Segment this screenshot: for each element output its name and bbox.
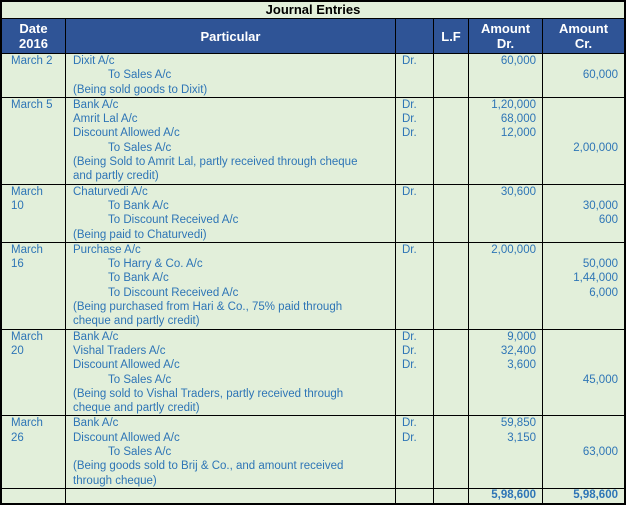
header-date-line2: 2016 [19,36,48,51]
dr-marker-cell: Dr. [396,330,434,344]
amount-cr-cell [543,344,624,358]
dr-marker-cell [396,286,434,300]
header-lf [434,19,469,53]
amount-dr-cell [469,445,543,459]
particular-cell: (Being sold goods to Dixit) [66,83,396,97]
date-cell: March 2 [2,54,66,68]
amount-cr-cell [543,243,624,257]
amount-cr-cell [543,112,624,126]
date-cell: March [2,185,66,199]
particular-cell: To Harry & Co. A/c [66,257,396,271]
entry-line-row [2,286,624,300]
amount-dr-cell [469,169,543,183]
particular-cell: To Sales A/c [66,373,396,387]
date-cell: 16 [2,257,66,271]
entries [2,54,624,489]
entry-line-row [2,314,624,328]
amount-cr-cell: 60,000 [582,69,618,82]
dr-marker-cell: Dr. [396,54,434,68]
dr-marker-cell [396,314,434,328]
amount-dr-cell: 12,000 [469,126,543,140]
particular-cell: (Being purchased from Hari & Co., 75% paid through [66,300,396,314]
amount-cr-cell [543,416,624,430]
total-row [2,489,624,503]
particular-cell: To Sales A/c [66,141,396,155]
particular-cell: To Sales A/c [66,68,396,82]
total-dr-marker-cell [396,489,434,503]
lf-cell [434,416,469,430]
amount-dr-cell [469,459,543,473]
amount-dr-cell [469,155,543,169]
date-cell [2,286,66,300]
particular-cell: through cheque) [66,474,396,488]
dr-marker-cell [396,83,434,97]
journal-entry [2,416,624,488]
header-amount-cr [543,19,624,53]
particular-cell: Vishal Traders A/c [66,344,396,358]
lf-cell [434,83,469,97]
date-cell: March [2,243,66,257]
dr-marker-cell [396,474,434,488]
date-cell [2,373,66,387]
journal-entry [2,185,624,243]
dr-marker-cell [396,445,434,459]
entry-line-row [2,213,624,227]
amount-cr-cell: 45,000 [582,373,618,386]
entry-line-row [2,358,624,372]
amount-cr-cell: 600 [598,214,618,227]
particular-cell: (Being goods sold to Brij & Co., and amount received [66,459,396,473]
lf-cell [434,330,469,344]
entry-line-row [2,98,624,112]
lf-cell [434,344,469,358]
particular-cell: Discount Allowed A/c [66,358,396,372]
table-title: Journal Entries [2,2,624,19]
amount-dr-cell [469,401,543,415]
header-amount-dr-line2: Dr. [496,36,515,51]
particular-cell: Bank A/c [66,98,396,112]
lf-cell [434,445,469,459]
amount-dr-cell: 9,000 [469,330,543,344]
amount-cr-cell [543,300,624,314]
journal-entry [2,54,624,98]
amount-dr-cell: 3,150 [469,431,543,445]
date-cell [2,155,66,169]
lf-cell [434,459,469,473]
particular-cell: Bank A/c [66,416,396,430]
total-amount-cr: 5,98,600 [573,488,618,501]
entry-line-row [2,387,624,401]
amount-dr-cell [469,271,543,285]
amount-dr-cell [469,314,543,328]
amount-cr-cell [543,169,624,183]
lf-cell [434,373,469,387]
lf-cell [434,213,469,227]
particular-cell: Bank A/c [66,330,396,344]
particular-cell: (Being Sold to Amrit Lal, partly received through cheque [66,155,396,169]
entry-line-row [2,141,624,155]
lf-cell [434,54,469,68]
lf-cell [434,98,469,112]
amount-dr-cell [469,300,543,314]
lf-cell [434,199,469,213]
particular-cell: To Bank A/c [66,199,396,213]
lf-cell [434,126,469,140]
amount-cr-cell [543,474,624,488]
dr-marker-cell: Dr. [396,98,434,112]
dr-marker-cell [396,401,434,415]
date-cell [2,314,66,328]
date-cell: 26 [2,431,66,445]
lf-cell [434,243,469,257]
amount-cr-cell [543,387,624,401]
header-amount-dr-line1: Amount [480,21,531,36]
date-cell [2,271,66,285]
total-date-cell [2,489,66,503]
entry-line-row [2,344,624,358]
entry-line-row [2,68,624,82]
lf-cell [434,300,469,314]
header-date [2,19,66,53]
header-particular [66,19,396,53]
dr-marker-cell [396,199,434,213]
amount-cr-cell: 63,000 [582,446,618,459]
amount-cr-cell [543,314,624,328]
entry-line-row [2,228,624,242]
amount-dr-cell: 1,20,000 [469,98,543,112]
date-cell [2,83,66,97]
lf-cell [434,401,469,415]
entry-line-row [2,474,624,488]
header-amount-cr-line1: Amount [558,21,609,36]
amount-cr-cell [543,330,624,344]
dr-marker-cell [396,68,434,82]
entry-line-row [2,271,624,285]
entry-line-row [2,445,624,459]
date-cell [2,141,66,155]
lf-cell [434,271,469,285]
particular-cell: and partly credit) [66,169,396,183]
header-date-line1: Date [19,21,48,36]
lf-cell [434,155,469,169]
dr-marker-cell [396,271,434,285]
entry-line-row [2,169,624,183]
particular-cell: Discount Allowed A/c [66,126,396,140]
amount-dr-cell: 32,400 [469,344,543,358]
amount-dr-cell [469,286,543,300]
dr-marker-cell [396,373,434,387]
amount-dr-cell [469,199,543,213]
journal-entry [2,330,624,417]
date-cell: 10 [2,199,66,213]
entry-line-row [2,431,624,445]
particular-cell: To Discount Received A/c [66,213,396,227]
entry-line-row [2,199,624,213]
lf-cell [434,169,469,183]
dr-marker-cell: Dr. [396,126,434,140]
header-particular-label: Particular [200,28,261,44]
dr-marker-cell [396,169,434,183]
particular-cell: Purchase A/c [66,243,396,257]
particular-cell: cheque and partly credit) [66,314,396,328]
amount-cr-cell: 2,00,000 [573,141,618,154]
amount-dr-cell [469,373,543,387]
entry-line-row [2,257,624,271]
particular-cell: Dixit A/c [66,54,396,68]
amount-dr-cell [469,257,543,271]
lf-cell [434,257,469,271]
lf-cell [434,228,469,242]
amount-cr-cell [543,126,624,140]
amount-cr-cell [543,358,624,372]
amount-cr-cell [543,83,624,97]
dr-marker-cell [396,155,434,169]
date-cell: March [2,416,66,430]
amount-dr-cell: 60,000 [469,54,543,68]
amount-dr-cell: 59,850 [469,416,543,430]
entry-line-row [2,401,624,415]
entry-line-row [2,54,624,68]
amount-cr-cell [543,431,624,445]
entry-line-row [2,300,624,314]
lf-cell [434,387,469,401]
lf-cell [434,286,469,300]
header-amount-dr [469,19,543,53]
date-cell [2,112,66,126]
date-cell [2,126,66,140]
lf-cell [434,314,469,328]
amount-dr-cell [469,474,543,488]
amount-cr-cell [543,155,624,169]
date-cell: 20 [2,344,66,358]
header-blank [396,19,434,53]
dr-marker-cell: Dr. [396,431,434,445]
dr-marker-cell [396,257,434,271]
dr-marker-cell: Dr. [396,185,434,199]
total-lf-cell [434,489,469,503]
dr-marker-cell: Dr. [396,358,434,372]
entry-line-row [2,126,624,140]
particular-cell: To Bank A/c [66,271,396,285]
lf-cell [434,68,469,82]
total-amount-dr: 5,98,600 [469,489,543,503]
particular-cell: Discount Allowed A/c [66,431,396,445]
amount-cr-cell: 6,000 [589,286,618,299]
amount-dr-cell [469,387,543,401]
amount-cr-cell: 50,000 [582,258,618,271]
amount-cr-cell: 1,44,000 [573,272,618,285]
entry-line-row [2,243,624,257]
dr-marker-cell [396,213,434,227]
lf-cell [434,112,469,126]
dr-marker-cell: Dr. [396,416,434,430]
amount-dr-cell [469,141,543,155]
date-cell [2,68,66,82]
date-cell [2,445,66,459]
total-particular-cell [66,489,396,503]
dr-marker-cell [396,300,434,314]
particular-cell: To Discount Received A/c [66,286,396,300]
dr-marker-cell: Dr. [396,344,434,358]
dr-marker-cell [396,387,434,401]
amount-cr-cell [543,54,624,68]
header-amount-cr-line2: Cr. [574,36,593,51]
date-cell [2,213,66,227]
dr-marker-cell: Dr. [396,112,434,126]
lf-cell [434,431,469,445]
entry-line-row [2,83,624,97]
lf-cell [434,185,469,199]
journal-entry [2,243,624,330]
amount-dr-cell: 68,000 [469,112,543,126]
journal-entry [2,98,624,185]
entry-line-row [2,185,624,199]
date-cell [2,300,66,314]
date-cell [2,387,66,401]
dr-marker-cell [396,141,434,155]
entry-line-row [2,330,624,344]
particular-cell: Chaturvedi A/c [66,185,396,199]
date-cell [2,228,66,242]
date-cell: March [2,330,66,344]
date-cell [2,459,66,473]
header-lf-label: L.F [441,28,461,44]
amount-dr-cell: 30,600 [469,185,543,199]
entry-line-row [2,112,624,126]
date-cell [2,358,66,372]
date-cell [2,401,66,415]
particular-cell: cheque and partly credit) [66,401,396,415]
lf-cell [434,141,469,155]
amount-dr-cell: 3,600 [469,358,543,372]
amount-dr-cell [469,228,543,242]
amount-cr-cell: 30,000 [582,199,618,212]
particular-cell: (Being paid to Chaturvedi) [66,228,396,242]
entry-line-row [2,416,624,430]
date-cell [2,169,66,183]
amount-cr-cell [543,185,624,199]
amount-dr-cell: 2,00,000 [469,243,543,257]
amount-cr-cell [543,401,624,415]
particular-cell: (Being sold to Vishal Traders, partly received through [66,387,396,401]
entry-line-row [2,155,624,169]
particular-cell: Amrit Lal A/c [66,112,396,126]
amount-dr-cell [469,213,543,227]
entry-line-row [2,373,624,387]
amount-cr-cell [543,98,624,112]
amount-dr-cell [469,83,543,97]
lf-cell [434,358,469,372]
dr-marker-cell [396,228,434,242]
amount-dr-cell [469,68,543,82]
date-cell: March 5 [2,98,66,112]
dr-marker-cell [396,459,434,473]
table-header-row [2,19,624,54]
amount-cr-cell [543,228,624,242]
amount-cr-cell [543,459,624,473]
date-cell [2,474,66,488]
entry-line-row [2,459,624,473]
dr-marker-cell: Dr. [396,243,434,257]
lf-cell [434,474,469,488]
particular-cell: To Sales A/c [66,445,396,459]
